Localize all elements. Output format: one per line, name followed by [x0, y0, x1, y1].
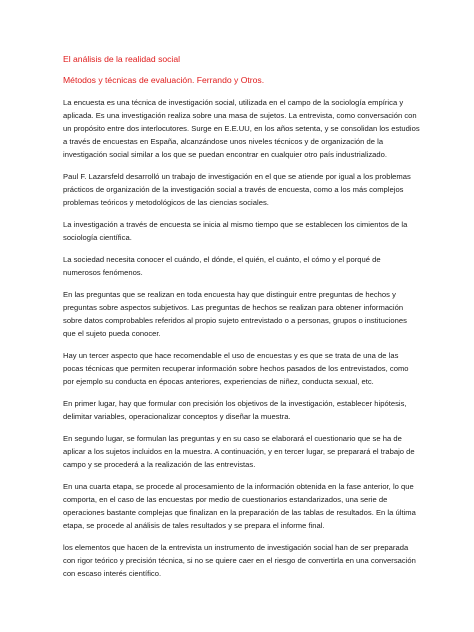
paragraph-sociedad-necesita: La sociedad necesita conocer el cuándo, el dónde, el quién, el cuánto, el cómo y el porqué de numerosos fenómenos. — [63, 255, 381, 277]
paragraph-preguntas-hechos: En las preguntas que se realizan en toda encuesta hay que distinguir entre preguntas de hechos y preguntas sobre aspectos subjetivos. Las preguntas de hechos se realizan para obtener información sobre datos comprobables referidos al propio sujeto entrevistado o a personas, grupos o instituciones que el sujeto pueda conocer. — [63, 290, 407, 338]
paragraph-sociologia-cientifica: La investigación a través de encuesta se inicia al mismo tiempo que se establecen los cimientos de la sociología científica. — [63, 220, 408, 242]
paragraph-primer-lugar: En primer lugar, hay que formular con precisión los objetivos de la investigación, establecer hipótesis, delimitar variables, operacionalizar conceptos y diseñar la muestra. — [63, 399, 407, 421]
document-title: El análisis de la realidad social — [63, 54, 181, 64]
paragraph-elementos-entrevista: los elementos que hacen de la entrevista un instrumento de investigación social han de ser preparada con rigor teórico y precisión técnica, si no se quiere caer en el riesgo de convertirla en una conversación con escaso interés científico. — [63, 543, 416, 578]
paragraph-encuesta-definition: La encuesta es una técnica de investigación social, utilizada en el campo de la sociología empírica y aplicada. Es una investigación realiza sobre una masa de sujetos. La entrevista, como conversación con un propósito entre dos interlocutores. Surge en E.E.UU, en los años setenta, y se consolidan los estudios a través de encuestas en España, alcanzándose unos niveles técnicos y de organización de la investigación social similar a los que se puedan encontrar en cualquier otro país industrializado. — [63, 98, 420, 159]
paragraph-segundo-lugar: En segundo lugar, se formulan las preguntas y en su caso se elaborará el cuestionario que se ha de aplicar a los sujetos incluidos en la muestra. A continuación, y en tercer lugar, se preparará el trabajo de campo y se procederá a la realización de las entrevistas. — [63, 434, 415, 469]
paragraph-cuarta-etapa: En una cuarta etapa, se procede al procesamiento de la información obtenida en la fase anterior, lo que comporta, en el caso de las encuestas por medio de cuestionarios estandarizados, una serie de operaciones bastante complejas que finalizan en la preparación de las tablas de resultados. En la última etapa, se procede al análisis de tales resultados y se prepara el informe final. — [63, 482, 416, 530]
paragraph-tercer-aspecto: Hay un tercer aspecto que hace recomendable el uso de encuestas y es que se trata de una de las pocas técnicas que permiten recuperar información sobre hechos pasados de los entrevistados, como por ejemplo su conducta en épocas anteriores, experiencias de niñez, conducta sexual, etc. — [63, 351, 409, 386]
paragraph-lazarsfeld: Paul F. Lazarsfeld desarrolló un trabajo de investigación en el que se atiende por igual a los problemas prácticos de organización de la investigación social a través de encuesta, como a los más complejos problemas teóricos y metodológicos de las ciencias sociales. — [63, 172, 411, 207]
document-subtitle: Métodos y técnicas de evaluación. Ferrando y Otros. — [63, 75, 265, 85]
